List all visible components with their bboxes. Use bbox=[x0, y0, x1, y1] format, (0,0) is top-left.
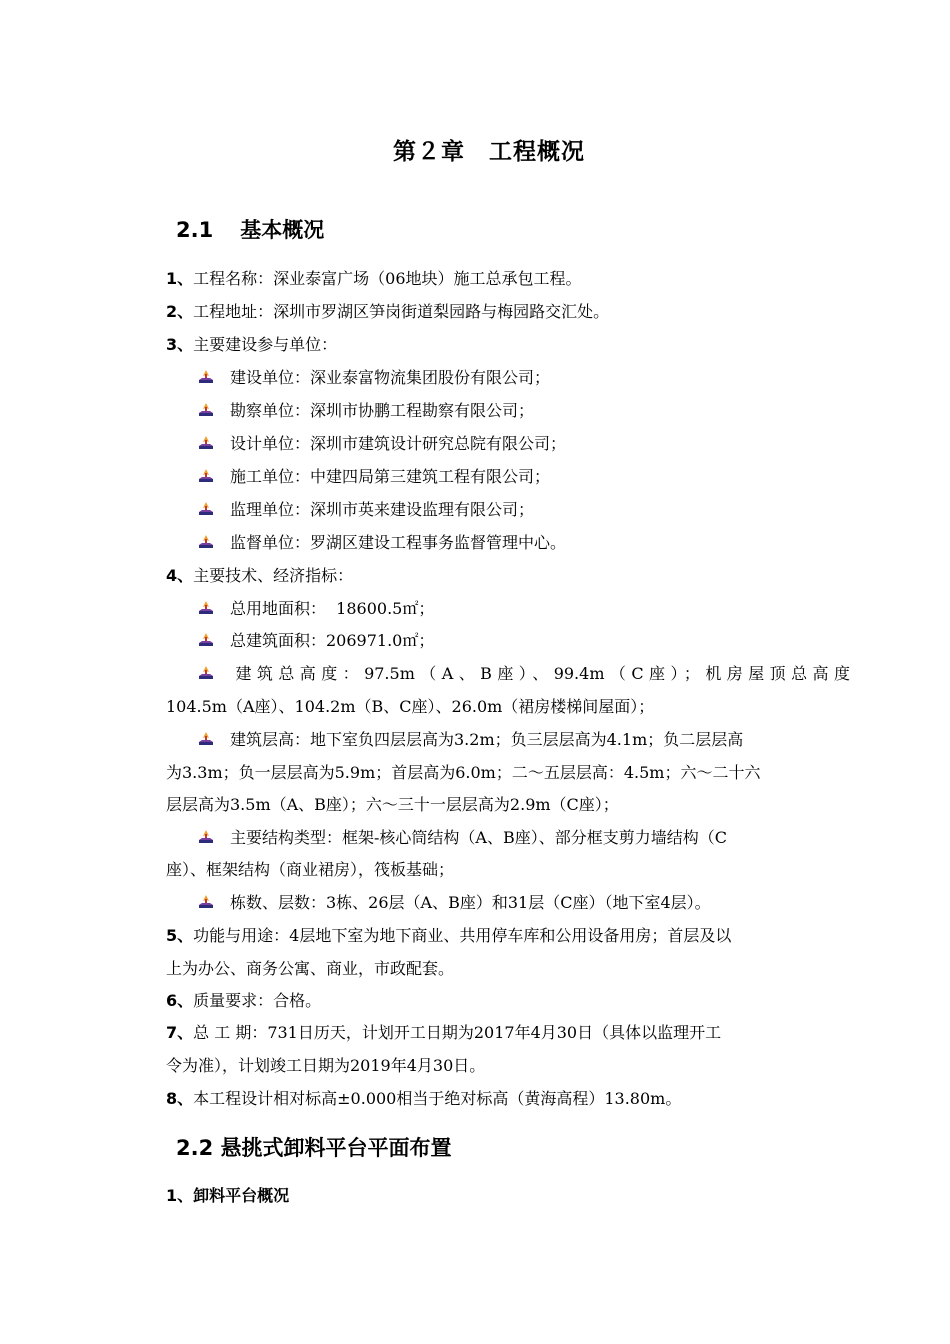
section-title-text: 基本概况 bbox=[240, 218, 325, 242]
arrow-bullet-icon bbox=[199, 895, 214, 909]
tech-item-structure bbox=[199, 827, 850, 849]
arrow-bullet-icon bbox=[199, 469, 214, 483]
subsection-heading bbox=[166, 1185, 289, 1207]
item-text: 本工程设计相对标高±0.000相当于绝对标高（黄海高程）13.80m。 bbox=[193, 1089, 682, 1108]
item-5-cont bbox=[166, 958, 850, 980]
unit-list-item bbox=[199, 367, 850, 389]
tech-item-land-area bbox=[199, 598, 850, 620]
subsection-number: 1、 bbox=[166, 1186, 194, 1205]
tech-text: 总建筑面积：206971.0㎡； bbox=[230, 631, 435, 650]
unit-list-item bbox=[199, 466, 850, 488]
unit-list-item bbox=[199, 433, 850, 455]
item-4 bbox=[166, 565, 850, 587]
arrow-bullet-icon bbox=[199, 830, 214, 844]
item-text: 工程地址：深圳市罗湖区笋岗街道梨园路与梅园路交汇处。 bbox=[193, 302, 610, 321]
item-text: 主要技术、经济指标： bbox=[193, 566, 354, 585]
arrow-bullet-icon bbox=[199, 436, 214, 450]
item-7-cont bbox=[166, 1055, 850, 1077]
unit-text: 监督单位：罗湖区建设工程事务监督管理中心。 bbox=[230, 533, 567, 552]
tech-text: 总用地面积： 18600.5㎡； bbox=[230, 599, 435, 618]
item-6 bbox=[166, 990, 850, 1012]
item-text: 主要建设参与单位： bbox=[193, 335, 338, 354]
tech-text: 为3.3m；负一层层高为5.9m；首层高为6.0m；二～五层层高：4.5m；六～二十六 bbox=[166, 763, 761, 782]
section-heading-2-2: 2.2 悬挑式卸料平台平面布置 bbox=[176, 1136, 452, 1160]
subsection-title: 卸料平台概况 bbox=[193, 1186, 290, 1205]
tech-item-structure-cont bbox=[166, 859, 850, 881]
arrow-bullet-icon bbox=[199, 535, 214, 549]
chapter-title: 第２章 工程概况 bbox=[393, 139, 585, 165]
item-number: 7、 bbox=[166, 1023, 194, 1042]
item-7 bbox=[166, 1022, 850, 1044]
item-text: 工程名称：深业泰富广场（06地块）施工总承包工程。 bbox=[193, 269, 582, 288]
tech-item-floor-height-cont bbox=[166, 794, 850, 816]
unit-text: 设计单位：深圳市建筑设计研究总院有限公司； bbox=[230, 434, 567, 453]
tech-item-floor-height bbox=[199, 729, 850, 751]
unit-text: 施工单位：中建四局第三建筑工程有限公司； bbox=[230, 467, 551, 486]
item-number: 6、 bbox=[166, 991, 194, 1010]
tech-text: 建筑层高：地下室负四层层高为3.2m；负三层层高为4.1m；负二层层高 bbox=[230, 730, 744, 749]
item-number: 1、 bbox=[166, 269, 194, 288]
tech-item-height-cont bbox=[166, 696, 850, 718]
item-number: 8、 bbox=[166, 1089, 194, 1108]
item-text: 质量要求：合格。 bbox=[193, 991, 322, 1010]
unit-text: 建设单位：深业泰富物流集团股份有限公司； bbox=[230, 368, 551, 387]
tech-item-floor-height-cont bbox=[166, 762, 850, 784]
unit-text: 监理单位：深圳市英来建设监理有限公司； bbox=[230, 500, 535, 519]
tech-item-build-area bbox=[199, 630, 850, 652]
tech-text: 104.5m（A座）、104.2m（B、C座）、26.0m（裙房楼梯间屋面）； bbox=[166, 697, 655, 716]
arrow-bullet-icon bbox=[199, 633, 214, 647]
arrow-bullet-icon bbox=[199, 732, 214, 746]
item-number: 2、 bbox=[166, 302, 194, 321]
item-text: 功能与用途：4层地下室为地下商业、共用停车库和公用设备用房；首层及以 bbox=[193, 926, 732, 945]
tech-text: 主要结构类型：框架-核心筒结构（A、B座）、部分框支剪力墙结构（C bbox=[230, 828, 727, 847]
item-2 bbox=[166, 301, 850, 323]
item-1 bbox=[166, 268, 850, 290]
item-text: 总 工 期：731日历天，计划开工日期为2017年4月30日（具体以监理开工 bbox=[193, 1023, 722, 1042]
arrow-bullet-icon bbox=[199, 403, 214, 417]
tech-text: 层层高为3.5m（A、B座）；六～三十一层层高为2.9m（C座）； bbox=[166, 795, 619, 814]
tech-text: 建筑总高度：97.5m（A、B座）、99.4m（C座）；机房屋顶总高度 bbox=[230, 664, 850, 683]
arrow-bullet-icon bbox=[199, 502, 214, 516]
item-number: 5、 bbox=[166, 926, 194, 945]
item-text: 上为办公、商务公寓、商业，市政配套。 bbox=[166, 959, 455, 978]
arrow-bullet-icon bbox=[199, 601, 214, 615]
unit-text: 勘察单位：深圳市协鹏工程勘察有限公司； bbox=[230, 401, 535, 420]
item-5 bbox=[166, 925, 850, 947]
tech-text: 栋数、层数：3栋、26层（A、B座）和31层（C座）（地下室4层）。 bbox=[230, 893, 711, 912]
unit-list-item bbox=[199, 532, 850, 554]
tech-text: 座）、框架结构（商业裙房），筏板基础； bbox=[166, 860, 455, 879]
item-3 bbox=[166, 334, 850, 356]
unit-list-item bbox=[199, 400, 850, 422]
item-number: 3、 bbox=[166, 335, 194, 354]
section-number: 2.1 bbox=[176, 218, 214, 242]
item-number: 4、 bbox=[166, 566, 194, 585]
section-heading-2-1 bbox=[176, 214, 324, 246]
arrow-bullet-icon bbox=[199, 370, 214, 384]
item-text: 令为准），计划竣工日期为2019年4月30日。 bbox=[166, 1056, 486, 1075]
unit-list-item bbox=[199, 499, 850, 521]
arrow-bullet-icon bbox=[199, 666, 214, 680]
item-8 bbox=[166, 1088, 850, 1110]
tech-item-height bbox=[199, 663, 850, 685]
tech-item-building-count bbox=[199, 892, 850, 914]
